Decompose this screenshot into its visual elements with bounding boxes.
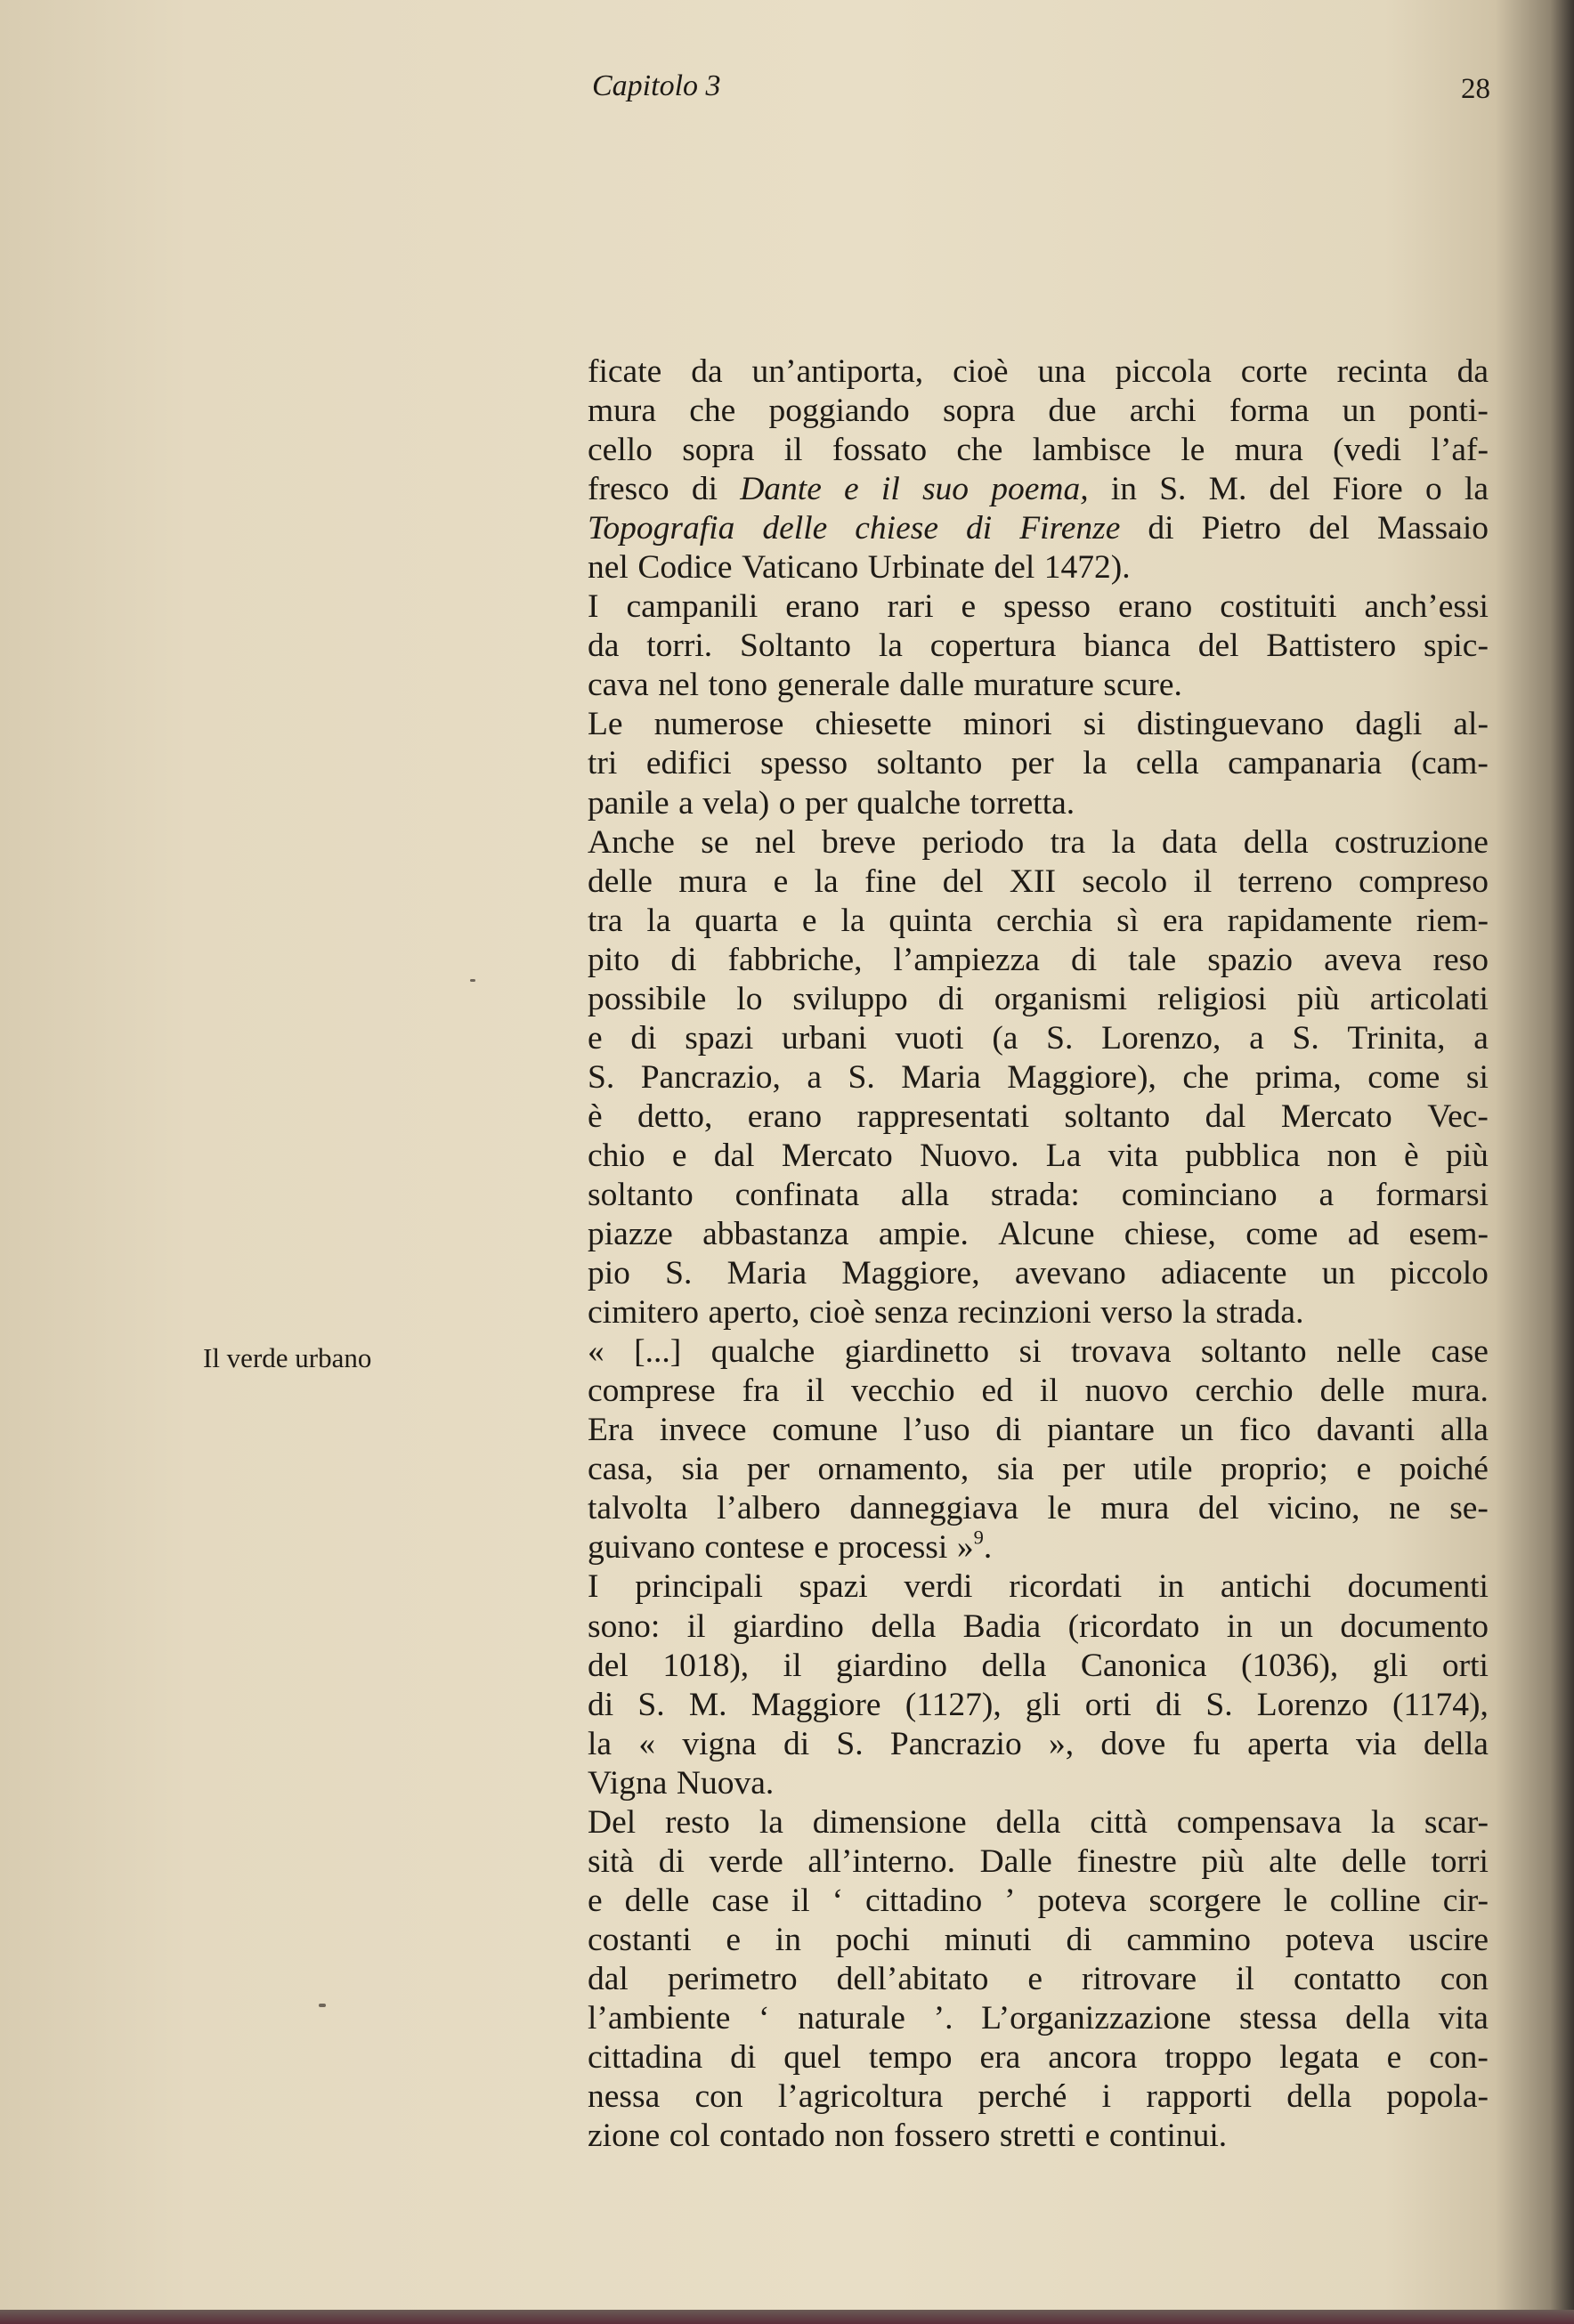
text-line: Topografia delle chiese di Firenze di Pietro del Massaio [588, 510, 1489, 547]
margin-note: Il verde urbano [203, 1342, 372, 1373]
text-line: tra la quarta e la quinta cerchia sì era rapidamente riem- [588, 902, 1489, 939]
text-line: la « vigna di S. Pancrazio », dove fu aperta via della [588, 1725, 1489, 1762]
text-line: soltanto confinata alla strada: cominciano a formarsi [588, 1176, 1489, 1213]
text-line: chio e dal Mercato Nuovo. La vita pubblica non è più [588, 1137, 1489, 1174]
text-line: possibile lo sviluppo di organismi religiosi più articolati [588, 980, 1489, 1017]
text-line: di S. M. Maggiore (1127), gli orti di S. Lorenzo (1174), [588, 1686, 1489, 1723]
text-line: Anche se nel breve periodo tra la data della costruzione [588, 823, 1489, 861]
text-line: dal perimetro dell’abitato e ritrovare il contatto con [588, 1960, 1489, 1997]
print-speck [319, 2004, 326, 2007]
body-text [588, 352, 1489, 2156]
text-line: da torri. Soltanto la copertura bianca del Battistero spic- [588, 628, 1489, 665]
text-line: e di spazi urbani vuoti (a S. Lorenzo, a S. Trinita, a [588, 1019, 1489, 1057]
page-number: 28 [1461, 73, 1490, 105]
text-line: tri edifici spesso soltanto per la cella campanaria (cam- [588, 745, 1489, 782]
text-line: panile a vela) o per qualche torretta. [588, 784, 1075, 822]
text-line: zione col contado non fossero stretti e continui. [588, 2118, 1228, 2155]
text-line: ficate da un’antiporta, cioè una piccola corte recinta da [588, 353, 1489, 390]
text-line: piazze abbastanza ampie. Alcune chiese, come ad esem- [588, 1216, 1489, 1253]
text-line: S. Pancrazio, a S. Maria Maggiore), che prima, come si [588, 1058, 1489, 1096]
text-line: nel Codice Vaticano Urbinate del 1472). [588, 549, 1131, 587]
text-line: cimitero aperto, cioè senza recinzioni verso la strada. [588, 1294, 1304, 1332]
text-line: del 1018), il giardino della Canonica (1036), gli orti [588, 1647, 1489, 1684]
page-bottom-edge [0, 2310, 1574, 2324]
text-line: è detto, erano rappresentati soltanto dal Mercato Vec- [588, 1097, 1489, 1135]
text-line: « [...] qualche giardinetto si trovava soltanto nelle case [588, 1333, 1489, 1371]
text-line: Le numerose chiesette minori si distinguevano dagli al- [588, 706, 1489, 743]
text-line: cava nel tono generale dalle murature scure. [588, 667, 1182, 704]
print-speck [470, 979, 475, 982]
text-line: I campanili erano rari e spesso erano costituiti anch’essi [588, 588, 1489, 626]
text-line: e delle case il ‘ cittadino ’ poteva scorgere le colline cir- [588, 1882, 1489, 1919]
text-line: cittadina di quel tempo era ancora troppo legata e con- [588, 2039, 1489, 2077]
chapter-header: Capitolo 3 [592, 69, 721, 102]
text-line: comprese fra il vecchio ed il nuovo cerchio delle mura. [588, 1373, 1489, 1410]
text-line: delle mura e la fine del XII secolo il terreno compreso [588, 862, 1489, 900]
text-line: Era invece comune l’uso di piantare un fico davanti alla [588, 1412, 1489, 1449]
text-line: pito di fabbriche, l’ampiezza di tale spazio aveva reso [588, 941, 1489, 978]
text-line: Vigna Nuova. [588, 1764, 775, 1802]
text-line: Del resto la dimensione della città compensava la scar- [588, 1803, 1489, 1841]
text-line: costanti e in pochi minuti di cammino poteva uscire [588, 1921, 1489, 1958]
text-line: fresco di Dante e il suo poema, in S. M. del Fiore o la [588, 471, 1489, 508]
text-line: talvolta l’albero danneggiava le mura del vicino, ne se- [588, 1490, 1489, 1527]
text-line: I principali spazi verdi ricordati in antichi documenti [588, 1568, 1489, 1606]
text-line: pio S. Maria Maggiore, avevano adiacente un piccolo [588, 1255, 1489, 1292]
text-line: l’ambiente ‘ naturale ’. L’organizzazione stessa della vita [588, 1999, 1489, 2037]
text-line: sità di verde all’interno. Dalle finestre più alte delle torri [588, 1842, 1489, 1880]
text-line: nessa con l’agricoltura perché i rapporti della popola- [588, 2078, 1489, 2116]
text-line: guivano contese e processi »$^9$. [588, 1526, 993, 1567]
text-line: sono: il giardino della Badia (ricordato in un documento [588, 1607, 1489, 1645]
text-line: mura che poggiando sopra due archi forma un ponti- [588, 393, 1489, 430]
text-line: cello sopra il fossato che lambisce le mura (vedi l’af- [588, 432, 1489, 469]
text-line: casa, sia per ornamento, sia per utile proprio; e poiché [588, 1451, 1489, 1488]
